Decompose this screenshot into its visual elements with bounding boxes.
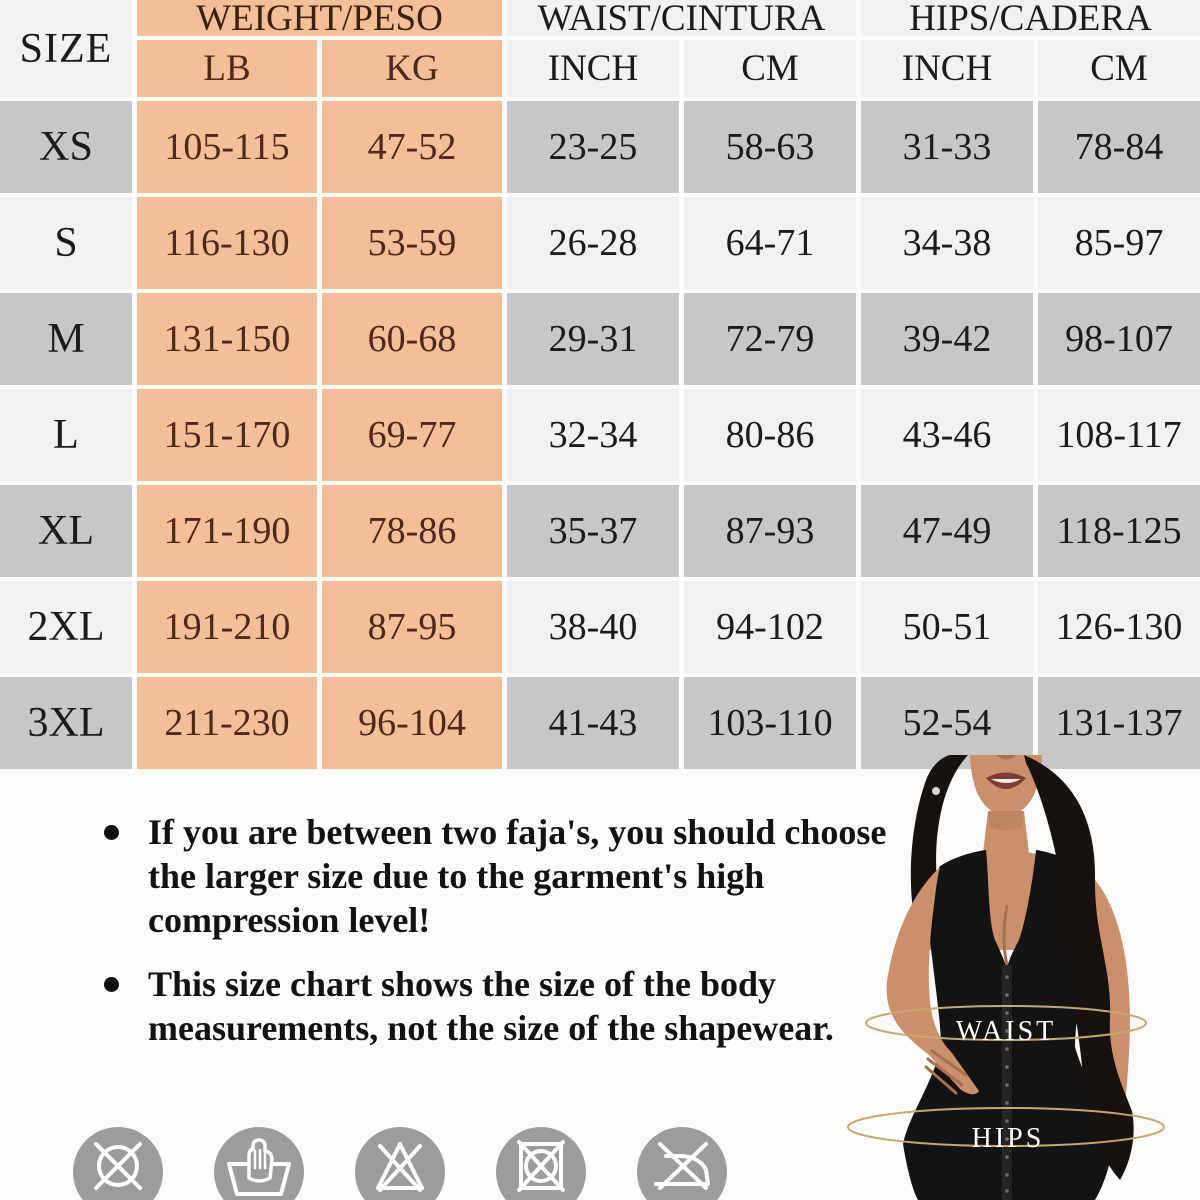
row-s-kg: 53-59 [322,197,502,289]
row-xs-waist-cm: 58-63 [684,101,856,193]
row-m-waist-cm: 72-79 [684,293,856,385]
care-instructions [72,1126,728,1200]
row-l-size: L [0,389,132,481]
row-3xl-size: 3XL [0,677,132,769]
row-xs-size: XS [0,101,132,193]
row-xs-kg: 47-52 [322,101,502,193]
do-not-tumble-dry-icon [495,1126,587,1200]
col-header-waist-inch: INCH [507,40,679,97]
row-s-lb: 116-130 [137,197,317,289]
row-3xl-lb: 211-230 [137,677,317,769]
earring [932,787,940,795]
row-s-hips-inch: 34-38 [861,197,1033,289]
row-xs-waist-inch: 23-25 [507,101,679,193]
row-l-hips-cm: 108-117 [1038,389,1200,481]
row-m-kg: 60-68 [322,293,502,385]
row-m-lb: 131-150 [137,293,317,385]
waist-label: WAIST [955,1016,1057,1047]
row-s-size: S [0,197,132,289]
row-3xl-kg: 96-104 [322,677,502,769]
row-2xl-lb: 191-210 [137,581,317,673]
col-header-size: SIZE [0,0,132,97]
row-m-waist-inch: 29-31 [507,293,679,385]
do-not-bleach-icon [354,1126,446,1200]
col-header-hips: HIPS/CADERA [861,0,1200,36]
col-header-kg: KG [322,40,502,97]
row-2xl-hips-cm: 126-130 [1038,581,1200,673]
do-not-dry-clean-icon [72,1126,164,1200]
do-not-iron-icon [636,1126,728,1200]
row-xl-hips-cm: 118-125 [1038,485,1200,577]
row-3xl-waist-cm: 103-110 [684,677,856,769]
row-l-lb: 151-170 [137,389,317,481]
row-xl-waist-cm: 87-93 [684,485,856,577]
row-s-hips-cm: 85-97 [1038,197,1200,289]
row-xl-lb: 171-190 [137,485,317,577]
bullet-icon [104,825,119,840]
row-2xl-waist-inch: 38-40 [507,581,679,673]
row-l-hips-inch: 43-46 [861,389,1033,481]
row-3xl-hips-cm: 131-137 [1038,677,1200,769]
row-3xl-hips-inch: 52-54 [861,677,1033,769]
col-header-waist-cm: CM [684,40,856,97]
row-xs-hips-cm: 78-84 [1038,101,1200,193]
row-xl-waist-inch: 35-37 [507,485,679,577]
row-2xl-waist-cm: 94-102 [684,581,856,673]
row-3xl-waist-inch: 41-43 [507,677,679,769]
model-photo [790,755,1200,1200]
row-l-waist-inch: 32-34 [507,389,679,481]
model-neck-shadow [988,811,1024,831]
hook-closure [1002,965,1012,1200]
hips-label: HIPS [971,1123,1045,1154]
row-2xl-size: 2XL [0,581,132,673]
row-l-waist-cm: 80-86 [684,389,856,481]
col-header-weight: WEIGHT/PESO [137,0,502,36]
row-2xl-hips-inch: 50-51 [861,581,1033,673]
col-header-waist: WAIST/CINTURA [507,0,856,36]
note-text-between-sizes: If you are between two faja's, you should choose the larger size due to the garment's high compression level! [148,812,887,940]
row-s-waist-inch: 26-28 [507,197,679,289]
hand-wash-icon [213,1126,305,1200]
row-xl-size: XL [0,485,132,577]
row-m-size: M [0,293,132,385]
note-text-body-measurements: This size chart shows the size of the body measurements, not the size of the shapewear. [148,964,834,1048]
row-xs-hips-inch: 31-33 [861,101,1033,193]
col-header-lb: LB [137,40,317,97]
bullet-icon [104,977,119,992]
col-header-hips-cm: CM [1038,40,1200,97]
row-s-waist-cm: 64-71 [684,197,856,289]
col-header-hips-inch: INCH [861,40,1033,97]
model-illustration [790,755,1200,1200]
row-xl-hips-inch: 47-49 [861,485,1033,577]
row-xl-kg: 78-86 [322,485,502,577]
row-xs-lb: 105-115 [137,101,317,193]
row-2xl-kg: 87-95 [322,581,502,673]
row-l-kg: 69-77 [322,389,502,481]
row-m-hips-cm: 98-107 [1038,293,1200,385]
row-m-hips-inch: 39-42 [861,293,1033,385]
